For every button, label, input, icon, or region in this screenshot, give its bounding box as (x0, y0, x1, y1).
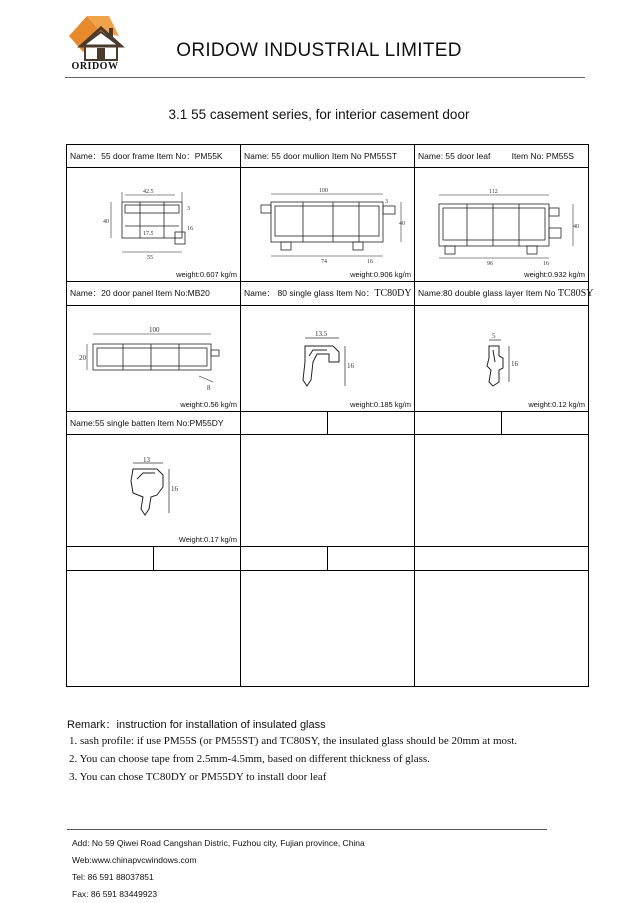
mb20-dim-20: 20 (79, 354, 86, 362)
pm55st-dim-100: 100 (319, 188, 328, 194)
cell-header-pm55st (241, 145, 415, 168)
section-title: 3.1 55 casement series, for interior casement door (168, 107, 470, 122)
profile-pm55k (67, 168, 240, 281)
cell-empty-d1 (241, 435, 415, 547)
mb20-weight: weight:0.56 kg/m (180, 400, 237, 409)
tc80dy-weight: weight:0.185 kg/m (350, 400, 412, 409)
pm55k-name: Name：55 door frame Item No：PM55K (70, 151, 223, 161)
pm55s-weight: weight:0.932 kg/m (524, 270, 586, 279)
cell-empty-h2 (328, 412, 415, 435)
pm55s-dim-96: 96 (487, 261, 494, 267)
cell-empty-l2 (241, 571, 415, 687)
cell-header-pm55s (415, 145, 589, 168)
mb20-dim-100: 100 (149, 326, 160, 334)
cell-empty-h3 (415, 412, 502, 435)
tc80dy-dim-16: 16 (347, 362, 354, 370)
pm55k-dim-height: 40 (103, 219, 109, 225)
footer-tel: Tel: 86 591 88037851 (72, 872, 154, 882)
drawing-pm55s (415, 168, 589, 282)
pm55k-dim-width: 42.5 (143, 189, 154, 195)
remark-item-3: 3. You can chose TC80DY or PM55DY to install door leaf (69, 771, 327, 783)
cell-empty-d2 (415, 435, 589, 547)
pm55st-dim-74: 74 (321, 259, 327, 265)
cell-header-pm55dy (67, 412, 241, 435)
cell-empty-s4 (328, 547, 415, 571)
pm55k-dim-lip: 3 (187, 206, 190, 212)
footer-address: Add: No 59 Qiwei Road Cangshan Distric, Fuzhou city, Fujian province, China (72, 838, 365, 848)
pm55s-dim-40: 40 (573, 224, 580, 230)
tc80sy-item: TC80SY (557, 288, 594, 299)
pm55dy-name: Name:55 single batten Item No:PM55DY (70, 418, 224, 428)
pm55st-dim-3: 3 (385, 199, 388, 205)
cell-header-pm55k (67, 145, 241, 168)
cell-empty-s3 (241, 547, 328, 571)
tc80sy-dim-16: 16 (511, 360, 519, 368)
remark-item-2: 2. You can choose tape from 2.5mm-4.5mm, based on different thickness of glass. (69, 753, 430, 765)
tc80dy-item: TC80DY (374, 288, 412, 299)
profile-tc80dy (241, 306, 414, 411)
cell-header-tc80sy (415, 282, 594, 306)
tc80dy-dim-13: 13.5 (315, 330, 328, 338)
pm55s-item: Item No: PM55S (511, 151, 574, 161)
tc80sy-name: Name:80 double glass layer Item No (418, 288, 558, 298)
pm55s-dim-112: 112 (489, 189, 498, 195)
remark-item-1: 1. sash profile: if use PM55S (or PM55ST) and TC80SY, the insulated glass should be 20mm at most. (69, 735, 518, 747)
profile-tc80sy (415, 306, 588, 411)
pm55k-dim-16: 16 (187, 226, 193, 232)
cell-empty-l1 (67, 571, 241, 687)
pm55st-dim-40: 40 (399, 221, 405, 227)
footer-web: Web:www.chinapvcwindows.com (72, 855, 197, 865)
profile-mb20 (67, 306, 240, 411)
cell-empty-h1 (241, 412, 328, 435)
drawing-mb20 (67, 306, 241, 412)
pm55dy-weight: Weight:0.17 kg/m (178, 535, 237, 544)
pm55st-dim-16: 16 (367, 259, 373, 265)
profile-pm55s (415, 168, 588, 281)
drawing-pm55dy (67, 435, 241, 547)
footer-fax: Fax: 86 591 83449923 (72, 889, 158, 899)
drawing-pm55st (241, 168, 415, 282)
cell-empty-s1 (67, 547, 154, 571)
pm55k-dim-55: 55 (147, 255, 153, 261)
tc80dy-name: Name： 80 single glass Item No： (244, 288, 375, 298)
pm55st-weight: weight:0.906 kg/m (350, 270, 412, 279)
profile-pm55dy (67, 435, 240, 546)
pm55dy-dim-13: 13 (143, 456, 150, 464)
mb20-name: Name：20 door panel Item No:MB20 (70, 288, 210, 298)
company-name: ORIDOW INDUSTRIAL LIMITED (176, 40, 462, 61)
tc80sy-weight: weight:0.12 kg/m (528, 400, 586, 409)
pm55k-dim-17: 17.5 (143, 231, 154, 237)
tc80sy-dim-5: 5 (492, 332, 496, 340)
cell-empty-l3 (415, 571, 589, 687)
profile-pm55st (241, 168, 414, 281)
drawing-tc80dy (241, 306, 415, 412)
cell-empty-h4 (502, 412, 589, 435)
pm55k-weight: weight:0.607 kg/m (176, 270, 237, 279)
drawing-pm55k (67, 168, 241, 282)
footer-divider (67, 829, 547, 830)
pm55st-item: Item No PM55ST (331, 151, 398, 161)
cell-empty-s5 (415, 547, 589, 571)
remark-title: Remark：instruction for installation of insulated glass (67, 719, 326, 731)
pm55s-dim-16: 16 (543, 261, 550, 267)
pm55s-name: Name: 55 door leaf (418, 151, 491, 161)
drawing-tc80sy (415, 306, 589, 412)
cell-empty-s2 (154, 547, 241, 571)
product-table (66, 144, 594, 687)
pm55st-name: Name: 55 door mullion (244, 151, 332, 161)
cell-header-mb20 (67, 282, 241, 306)
pm55dy-dim-16: 16 (171, 485, 178, 493)
header-divider (65, 77, 585, 78)
logo-text: ORIDOW (71, 61, 119, 72)
mb20-dim-8: 8 (207, 384, 211, 392)
cell-header-tc80dy (241, 282, 415, 306)
